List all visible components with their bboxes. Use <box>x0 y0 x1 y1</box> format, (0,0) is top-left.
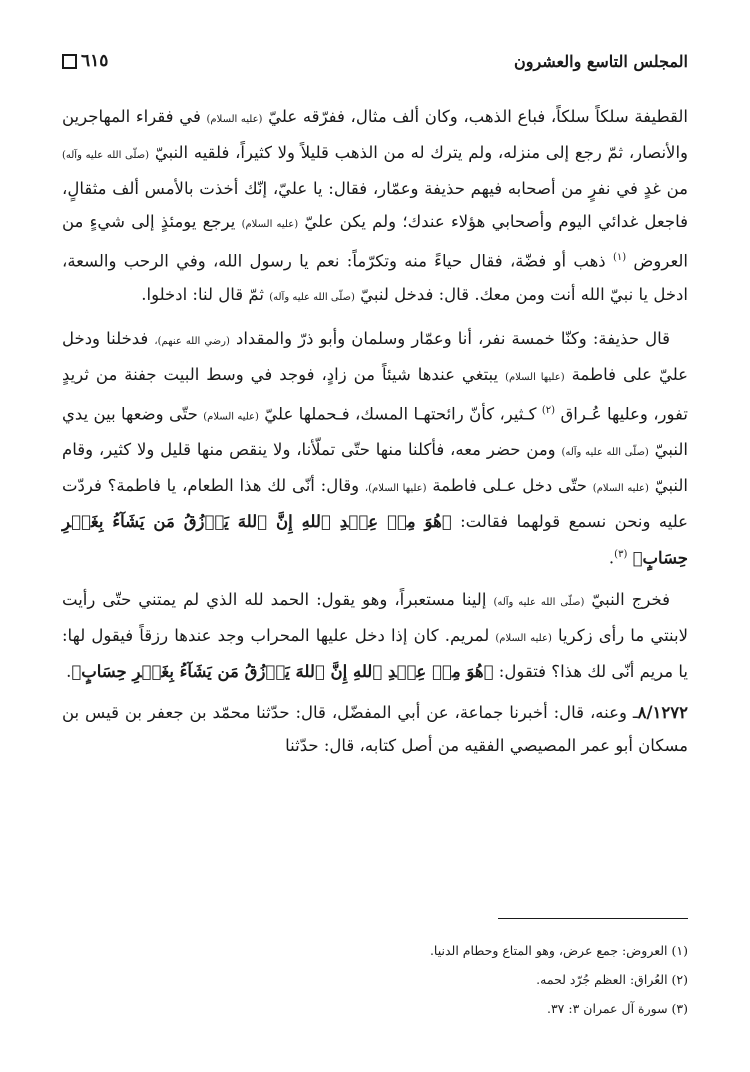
main-text <box>62 100 688 770</box>
footnote-3: (٣) سورة آل عمران ٣: ٣٧. <box>546 1001 688 1016</box>
page-number-value: ٦١٥ <box>81 51 109 71</box>
honorific: (عليها السلام) <box>505 371 565 383</box>
footnote-1: (١) العروض: جمع عرض، وهو المتاع وحطام الدنيا. <box>429 943 688 958</box>
text-run: كـثير، كأنّ رائحتهـا المسك، فـحملها عليّ <box>264 404 537 423</box>
honorific: (صلّى الله عليه وآله) <box>62 150 150 161</box>
footnote-2: (٢) العُراق: العظم جُرّد لحمه. <box>536 972 688 987</box>
text-run: حتّى دخل عـلى فاطمة <box>432 476 587 495</box>
text-run: . <box>66 661 72 681</box>
text-run: يبتغي عندها شيئاً من زادٍ، فوجد في وسط البيت جفنة من ثريدٍ تفور، وعليها عُـراق <box>62 364 688 423</box>
paragraph-4 <box>62 696 688 762</box>
honorific: (عليه السلام) <box>206 114 263 125</box>
honorific: (صلّى الله عليه وآله) <box>493 596 585 608</box>
text-run: حتّى وضعها بين يدي النبيّ <box>62 404 688 459</box>
text-run: القطيفة سلكاً سلكاً، فباع الذهب، وكان ألف مثال، ففرّقه عليّ <box>268 107 688 126</box>
text-run: وقال: أنّى لك هذا الطعام، يا فاطمة؟ فردّت عليه ونحن نسمع قولهما فقالت: <box>62 476 688 531</box>
quran-verse: ﴿هُوَ مِنۡ عِنۡدِ ٱللهِ إِنَّ ٱللهَ يَرۡزُقُ مَن يَشَآءُ بِغَيۡرِ حِسَابٍ﴾ <box>62 512 688 568</box>
text-run: ـ وعنه، قال: أخبرنا جماعة، عن أبي المفضّل، قال: حدّثنا محمّد بن جعفر بن قيس بن مسكان أبو عمر المصيصي الفقيه من أصل كتابه، قال: حدّثنا <box>62 702 688 755</box>
honorific: (عليها السلام)، <box>364 483 427 494</box>
text-run: من غدٍ في نفرٍ من أصحابه فيهم حذيفة وعمّار، فقال: يا عليّ، إنّك أخذت بالأمس ألف مثقالٍ، فاجعل غدائي اليوم وأصحابي هؤلاء عندك؛ ولم يكن عليّ <box>62 179 689 231</box>
honorific: (عليه السلام) <box>241 219 299 230</box>
text-run: ومن حضر معه، فأكلنا منها حتّى تملّأنا، ولا ينقص منها قليل ولا كثير، وقام النبيّ <box>62 440 689 495</box>
footnote-ref-2[interactable]: (٢) <box>541 404 556 416</box>
paragraph-2 <box>62 322 688 575</box>
text-run: إلينا مستعبراً، وهو يقول: الحمد لله الذي لم يمتني حتّى رأيت لابنتي ما رأى زكريا <box>62 589 689 645</box>
honorific: (رضي الله عنهم)، <box>154 335 230 347</box>
honorific: (عليه السلام) <box>592 483 649 494</box>
page-number <box>62 51 108 71</box>
chapter-title: المجلس التاسع والعشرون <box>513 51 688 71</box>
footnote-ref-1[interactable]: (١) <box>612 252 627 263</box>
honorific: (صلّى الله عليه وآله) <box>269 291 355 303</box>
quran-verse: ﴿هُوَ مِنۡ عِنۡدِ ٱللهِ إِنَّ ٱللهَ يَرۡزُقُ مَن يَشَآءُ بِغَيۡرِ حِسَابٍ﴾ <box>71 661 494 681</box>
footnote-divider <box>498 918 688 919</box>
honorific: (عليه السلام) <box>203 411 259 422</box>
paragraph-1 <box>62 100 688 314</box>
footnotes <box>62 936 688 1023</box>
text-run: . <box>608 548 615 568</box>
text-run: في فقراء المهاجرين والأنصار، ثمّ رجع إلى منزله، ولم يترك له من الذهب قليلاً ولا كثيراً، فلقيه النبيّ <box>62 107 689 162</box>
honorific: (صلّى الله عليه وآله) <box>561 447 649 458</box>
text-run: فدخلنا ودخل عليّ على فاطمة <box>62 328 689 384</box>
text-run: يرجع يومئذٍ إلى شيءٍ من العروض <box>62 212 689 271</box>
page-header <box>62 44 688 78</box>
honorific: (عليه السلام) <box>495 632 552 644</box>
square-icon <box>62 54 77 69</box>
text-run: لمريم. كان إذا دخل عليها المحراب وجد عندها رزقاً فيقول لها: يا مريم أنّى لك هذا؟ فتقول: <box>62 625 688 681</box>
hadith-number: ٨/١٢٧٢ <box>637 702 688 722</box>
footnote-ref-3[interactable]: (٣) <box>614 549 628 560</box>
text-run: فخرج النبيّ <box>591 589 670 609</box>
paragraph-3 <box>62 583 688 688</box>
text-run: ذهب أو فضّة، فقال حياءً منه وتكرّماً: نعم يا رسول الله، وفي الرحب والسعة، ادخل يا نبيّ الله أنت ومن معك. قال: فدخل لنبيّ <box>62 251 688 304</box>
text-run: قال حذيفة: وكنّا خمسة نفر، أنا وعمّار وسلمان وأبو ذرّ والمقداد <box>236 328 671 348</box>
text-run: ثمّ قال لنا: ادخلوا. <box>141 284 264 304</box>
